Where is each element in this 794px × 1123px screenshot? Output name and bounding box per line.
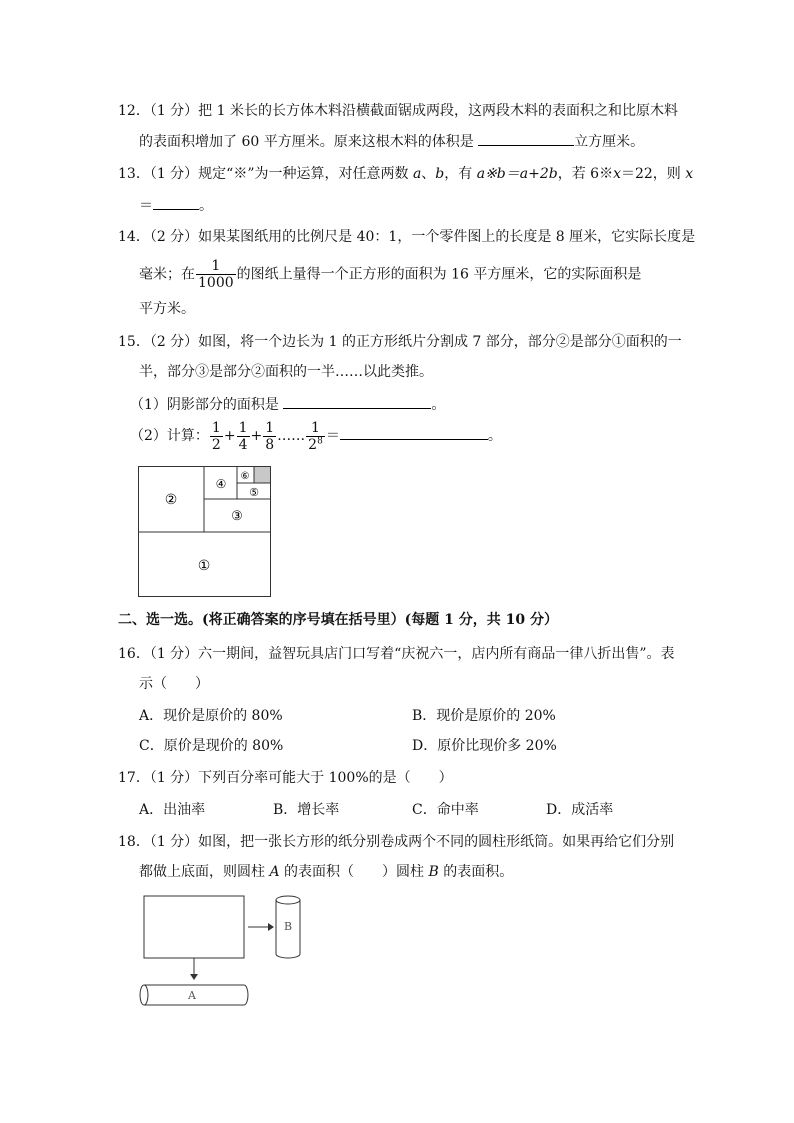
q16-option-c[interactable]: C．原价是现价的 80% bbox=[139, 738, 284, 754]
ellipsis: …… bbox=[277, 428, 306, 444]
q15-line1: 15．（2 分）如图，将一个边长为 1 的正方形纸片分割成 7 部分，部分②是部分①面积的一 bbox=[118, 334, 682, 350]
q17-option-c[interactable]: C．命中率 bbox=[412, 802, 479, 818]
frac-den-base: 2 bbox=[308, 436, 318, 453]
q13-text-c: ，若 6※ bbox=[557, 166, 614, 182]
q18-var-a: A bbox=[269, 864, 280, 880]
q15-line2: 半，部分③是部分②面积的一半……以此类推。 bbox=[139, 364, 433, 380]
q13-answer-blank[interactable] bbox=[153, 195, 199, 210]
q13-end: 。 bbox=[199, 198, 213, 214]
q13-text-b: ，有 bbox=[444, 166, 477, 182]
q15-sub1-text: （1）阴影部分的面积是 bbox=[130, 397, 284, 413]
equals-sign: ＝ bbox=[325, 428, 340, 444]
q16-line2: 示（ ） bbox=[139, 676, 209, 692]
q16-option-a[interactable]: A．现价是原价的 80% bbox=[139, 708, 283, 724]
shaded-part bbox=[254, 467, 271, 484]
q13-line2 bbox=[139, 195, 213, 216]
q13-eq: ＝ bbox=[139, 198, 153, 214]
q13-sep: 、 bbox=[421, 166, 436, 182]
q13-text-a: 13．（1 分）规定“※”为一种运算，对任意两数 bbox=[118, 166, 413, 182]
cylinder-a-end bbox=[140, 985, 148, 1005]
q15-sub1 bbox=[130, 394, 445, 415]
q13-var-x: x bbox=[613, 166, 621, 182]
arrow-right-icon bbox=[268, 923, 274, 931]
frac-num: 1 bbox=[265, 419, 275, 436]
label-part-5: ⑤ bbox=[249, 486, 259, 499]
q12-answer-blank[interactable] bbox=[478, 131, 574, 146]
q15-frac-2 bbox=[237, 420, 250, 453]
frac-den: 8 bbox=[265, 436, 275, 453]
q14-text-a: 毫米；在 bbox=[139, 266, 195, 283]
paper-rectangle bbox=[144, 896, 244, 958]
q16-option-b[interactable]: B．现价是原价的 20% bbox=[412, 708, 556, 724]
q15-sub2-end: 。 bbox=[487, 428, 502, 444]
q13-expression: a※b＝a+2b bbox=[476, 166, 558, 182]
q13-line1 bbox=[118, 164, 693, 184]
q14-line1: 14．（2 分）如果某图纸用的比例尺是 40：1，一个零件图上的长度是 8 厘米，它实际长度是 bbox=[118, 229, 696, 245]
frac-num: 1 bbox=[306, 420, 325, 437]
label-part-6: ⑥ bbox=[240, 471, 250, 482]
frac-den-exp: 8 bbox=[317, 435, 323, 446]
cylinder-b-label: B bbox=[283, 920, 293, 933]
q15-sub1-blank[interactable] bbox=[283, 394, 431, 409]
q17-option-d[interactable]: D．成活率 bbox=[546, 802, 614, 818]
q18-text-b: 的表面积（ ）圆柱 bbox=[279, 864, 429, 880]
q16-line1: 16．（1 分）六一期间，益智玩具店门口写着“庆祝六一，店内所有商品一律八折出售”。表 bbox=[118, 646, 675, 662]
q12-unit: 立方厘米。 bbox=[574, 134, 645, 150]
cylinder-a-label: A bbox=[188, 989, 196, 1002]
label-part-2: ② bbox=[164, 492, 178, 508]
plus-sign: + bbox=[250, 428, 263, 444]
q18-var-b: B bbox=[428, 864, 439, 880]
arrow-down-icon bbox=[190, 974, 198, 980]
q18-line1: 18．（1 分）如图，把一张长方形的纸分别卷成两个不同的圆柱形纸筒。如果再给它们分别 bbox=[118, 834, 675, 850]
q13-var-x2: x bbox=[685, 166, 694, 182]
q16-option-d[interactable]: D．原价比现价多 20% bbox=[412, 738, 557, 754]
frac-den: 2 bbox=[211, 436, 221, 453]
frac-den bbox=[306, 437, 325, 453]
frac-den: 4 bbox=[238, 436, 248, 453]
q18-cylinder-figure bbox=[136, 892, 312, 1010]
q18-text-a: 都做上底面，则圆柱 bbox=[139, 864, 270, 880]
q13-var-b: b bbox=[435, 166, 445, 182]
q18-text-c: 的表面积。 bbox=[438, 864, 514, 880]
q18-line2 bbox=[139, 862, 513, 882]
q14-line3: 平方米。 bbox=[139, 301, 195, 317]
q15-sub2 bbox=[130, 418, 502, 454]
label-part-1: ① bbox=[197, 558, 211, 574]
q15-frac-1 bbox=[210, 420, 223, 453]
q12-line2 bbox=[139, 131, 644, 152]
q13-text-d: ＝22，则 bbox=[620, 166, 686, 182]
q15-sub2-blank[interactable] bbox=[340, 425, 488, 440]
q17-option-a[interactable]: A．出油率 bbox=[139, 802, 206, 818]
q14-text-b: 的图纸上量得一个正方形的面积为 16 平方厘米，它的实际面积是 bbox=[236, 266, 642, 283]
section2-title: 二、选一选。(将正确答案的序号填在括号里）(每题 1 分，共 10 分） bbox=[118, 612, 558, 628]
q15-square-figure bbox=[138, 466, 272, 598]
cylinder-a-body bbox=[144, 985, 248, 1005]
q15-frac-4 bbox=[306, 420, 325, 453]
q14-scale-fraction bbox=[196, 258, 236, 291]
q15-sub1-end: 。 bbox=[431, 397, 446, 413]
q13-var-a: a bbox=[412, 166, 422, 182]
frac-num: 1 bbox=[211, 419, 221, 436]
q15-frac-3 bbox=[263, 420, 276, 453]
q14-frac-den: 1000 bbox=[198, 275, 234, 291]
cylinder-b-top bbox=[276, 896, 300, 904]
q14-frac-num: 1 bbox=[196, 258, 236, 275]
q15-sub2-text: （2）计算： bbox=[130, 428, 209, 444]
q14-line2 bbox=[139, 258, 641, 291]
label-part-4: ④ bbox=[215, 477, 227, 491]
frac-num: 1 bbox=[238, 419, 248, 436]
q17-option-b[interactable]: B．增长率 bbox=[273, 802, 340, 818]
plus-sign: + bbox=[223, 428, 236, 444]
q12-line1: 12．（1 分）把 1 米长的长方体木料沿横截面锯成两段，这两段木料的表面积之和比原木料 bbox=[118, 103, 678, 119]
label-part-3: ③ bbox=[231, 509, 243, 524]
q17-line1: 17．（1 分）下列百分率可能大于 100%的是（ ） bbox=[118, 770, 453, 786]
q12-text: 的表面积增加了 60 平方厘米。原来这根木料的体积是 bbox=[139, 134, 479, 150]
